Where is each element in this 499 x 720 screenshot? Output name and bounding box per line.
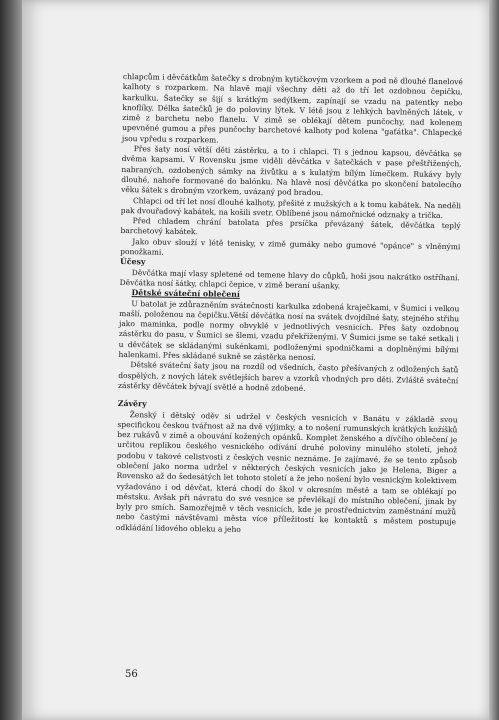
page-number: 56: [125, 669, 138, 680]
page-edge-shadow: [489, 0, 499, 720]
book-spine-shadow: [0, 0, 22, 720]
paragraph-conclusions: Ženský i dětský oděv si udržel v českých vesnicích v Banátu v základě svou specifickou českou tvářnost až na dvě výjimky, a to nošení rumunských krátkých kožíšků bez rukávů v zimě a obouvání kožených opánků. Komplet ženského a dívčího oblečení je určitou replikou českého vesnického odívání druhé poloviny minulého století, jehož podobu v takové celistvosti z českých vesnic neznáme. Je zajímavé, že se tento způsob oblečení jako norma udržel v některých českých vesnicích jako je Helena, Biger a Rovensko až do šedesátých let tohoto století a že jeho nošení bylo vesnickým kolektivem vyžadováno i od děvčat, která chodí do škol v okresním městě a tam se oblékají po městsku. Avšak při návratu do své vesnice se převlékají do místního oblečení, jinak by byly pro smích. Samozřejmě v těch vesnicích, kde je prostřednictvím zaměstnání mužů nebo častými návštěvami města více příležitostí ke kontaktů s městem postupuje odkládání lidového obleku a jeho: [115, 409, 458, 534]
paragraph-footwear: Jako obuv slouží v létě tenisky, v zimě gumáky nebo gumové "opánce" s vlněnými ponožkami.: [120, 236, 461, 257]
heading-conclusions: Závěry: [117, 399, 147, 409]
paragraph-hairstyles: Děvčátka mají vlasy spletené od temene hlavy do cůpků, hoši jsou nakrátko ostříhaní. Děvčátka nosí šátky, chlapci čepice, v zimě beraní ušanky.: [119, 267, 460, 291]
paragraph-festive-1: U batolat je zdůrazněním svátečnosti karkulka zdobená kraječkami, v Šumici i velkou mašlí, položenou na čepičku.Větší děvčátka nosí na svátek dvojdílné šaty, stejného střihu jako maminka, podle normy obvyklé v jednotlivých vesnicích. Přes šaty ozdobnou zástěrku do pasu, v Šumici se šlemi, vzadu překříženými. V Šumici jsme se také setkali i u děvčátek se skládanými sukénkami, podloženými spodničkami a doplněnými bílými halenkami. Přes skládané sukně se zástěrka nenosí.: [118, 298, 460, 363]
book-page: [22, 0, 489, 720]
page-body: [116, 72, 463, 538]
paragraph-festive-2: Dětské sváteční šaty jsou na rozdíl od všedních, často přešívaných z odložených šatů dospělých, z nových látek světlejších barev a vzorků vhodných pro děti. Zvláště sváteční zástěrky děvčátek bývají světlé a hodně zdobené.: [118, 360, 459, 393]
paragraph-children-clothing: chlapcům i děvčátkům šatečky s drobným kytičkovým vzorkem a pod ně dlouhé flanelové kalhoty s rozparkem. Na hlavě mají všechny děti až do tří let ozdobnou čepičku, karkulku. Šatečky se šijí s krátkým sedýlkem, zapínají se vzadu na patentky nebo knoflíky. Délka šatečků je do poloviny lýtek. V létě jsou z lehkých bavlněných látek, v zimě z barchetu nebo flanelu. V zimě se oblékají dětem punčochy, nad kolenem upevněné gumou a přes punčochy barchetové kalhoty pod kolena "gaťátka". Chlapecké jsou vpředu s rozparkem.: [121, 72, 463, 145]
heading-festive-clothing: Dětské sváteční oblečení: [131, 288, 240, 300]
paragraph-cold-protection: Před chladem chrání batolata přes prsíčka převázaný šátek, děvčátka teplý barchetový kabátek.: [120, 216, 461, 237]
paragraph-boys-trousers: Chlapci od tří let nosí dlouhé kalhoty, přešité z mužských a k tomu kabátek. Na neděli pak dvouřadový kabátek, na košili svetr. Oblíbené jsou námořnické odznaky a trička.: [120, 195, 462, 220]
heading-hairstyles: Účesy: [119, 257, 146, 267]
paragraph-aprons: Přes šaty nosí větší děti zástěrku, a to i chlapci. Ti s jednou kapsou, děvčátka se dvěma kapsami. V Rovensku jsme viděli děvčátka v šatečkách v pase přeštřižených, nabraných, ozdobených sámky na živůtku a s kulatým bílým límečkem. Rukávy byly dlouhé, nahoře formované do balónku. Na hlavě nosí děvčátka po skončení batolecího věku šátek s drobným vzorkem, uvázaný pod bradou.: [121, 144, 462, 198]
